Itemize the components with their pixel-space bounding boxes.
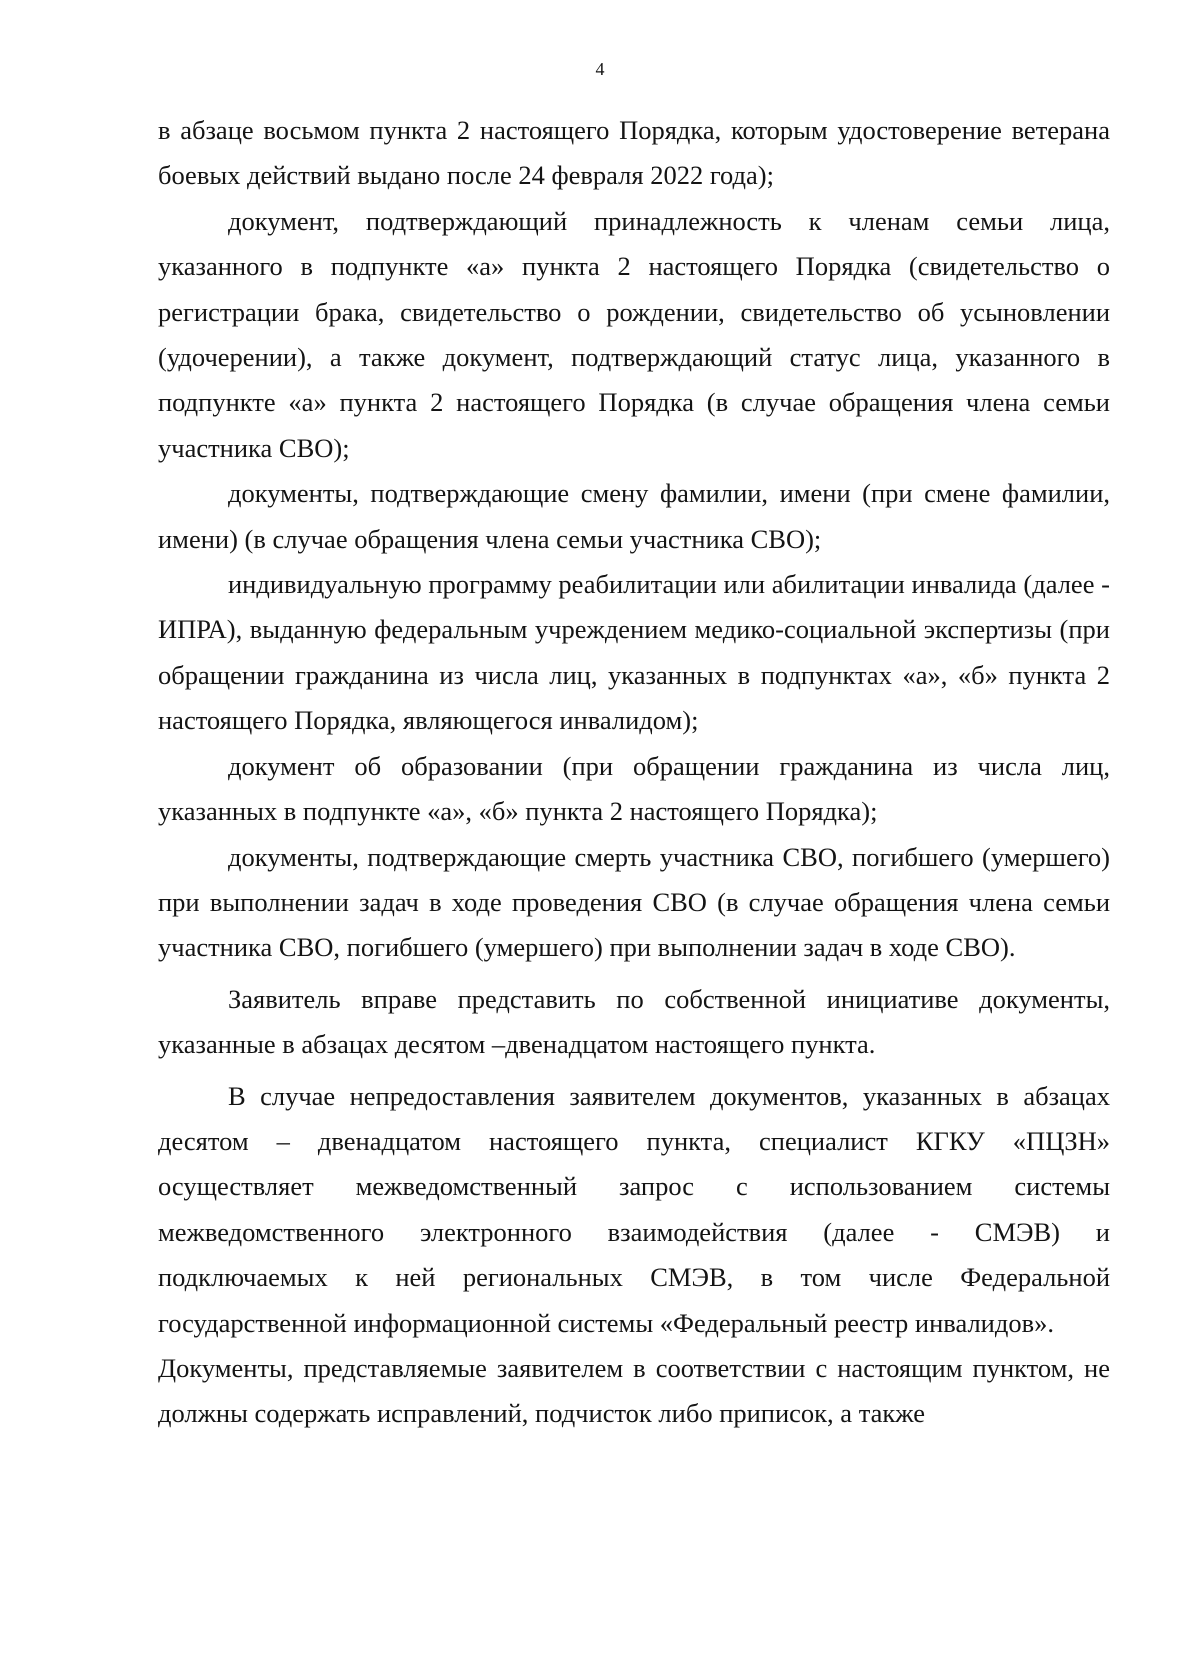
document-body (158, 108, 1110, 1437)
paragraph-family-membership-document: документ, подтверждающий принадлежность к членам семьи лица, указанного в подпункте «а» пункта 2 настоящего Порядка (свидетельство о регистрации брака, свидетельство о рождении, свидетельство об усыновлении (удочерении), а также документ, подтверждающий статус лица, указанного в подпункте «а» пункта 2 настоящего Порядка (в случае обращения члена семьи участника СВО); (158, 205, 1110, 463)
paragraph-education-document: документ об образовании (при обращении гражданина из числа лиц, указанных в подпункте «а», «б» пункта 2 настоящего Порядка); (158, 750, 1110, 827)
paragraph-rehabilitation-program: индивидуальную программу реабилитации или абилитации инвалида (далее - ИПРА), выданную федеральным учреждением медико-социальной экспертизы (при обращении гражданина из числа лиц, указанных в подпунктах «а», «б» пункта 2 настоящего Порядка, являющегося инвалидом); (158, 569, 1110, 736)
paragraph-veteran-certificate: в абзаце восьмом пункта 2 настоящего Порядка, которым удостоверение ветерана боевых действий выдано после 24 февраля 2022 года); (158, 115, 1110, 191)
paragraph-interagency-request: В случае непредоставления заявителем документов, указанных в абзацах десятом – двенадцатом настоящего пункта, специалист КГКУ «ПЦЗН» осуществляет межведомственный запрос с использованием системы межведомственного электронного взаимодействия (далее - СМЭВ) и подключаемых к ней региональных СМЭВ, в том числе Федеральной государственной информационной системы «Федеральный реестр инвалидов». (158, 1080, 1110, 1338)
paragraph-death-documents: документы, подтверждающие смерть участника СВО, погибшего (умершего) при выполнении задач в ходе проведения СВО (в случае обращения члена семьи участника СВО, погибшего (умершего) при выполнении задач в ходе СВО). (158, 841, 1110, 963)
paragraph-name-change-documents: документы, подтверждающие смену фамилии, имени (при смене фамилии, имени) (в случае обращения члена семьи участника СВО); (158, 478, 1110, 554)
paragraph-applicant-right: Заявитель вправе представить по собственной инициативе документы, указанные в абзацах десятом –двенадцатом настоящего пункта. (158, 983, 1110, 1060)
paragraph-document-requirements: Документы, представляемые заявителем в соответствии с настоящим пунктом, не должны содержать исправлений, подчисток либо приписок, а также (158, 1352, 1110, 1429)
page-number: 4 (595, 59, 605, 79)
